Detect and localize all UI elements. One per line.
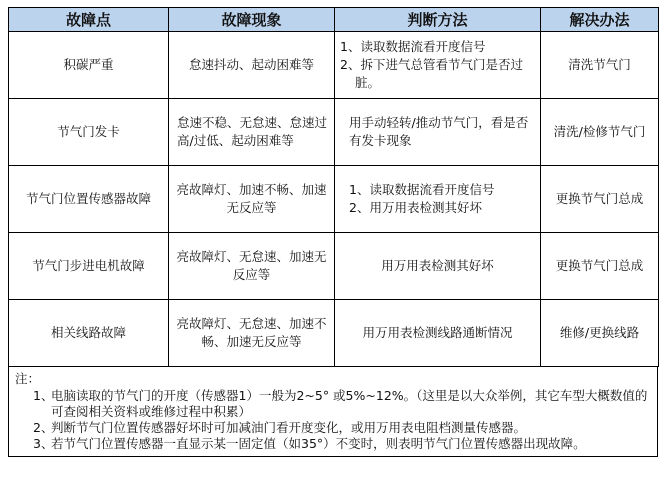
- table-header-row: [9, 8, 659, 32]
- notes-section: [8, 367, 658, 457]
- method-line: 2、拆下进气总管看节气门是否过脏。: [340, 57, 523, 90]
- note-item: [15, 420, 651, 436]
- header-solution: 解决办法: [541, 8, 659, 32]
- header-symptom: 故障现象: [169, 8, 335, 32]
- cell-method: [335, 32, 541, 99]
- cell-solution: 清洗节气门: [541, 32, 659, 99]
- cell-fault-point: 节气门步进电机故障: [9, 233, 169, 300]
- note-number: 1、: [33, 388, 54, 403]
- method-line: 1、读取数据流看开度信号: [349, 182, 495, 197]
- note-text: 若节气门位置传感器一直显示某一固定值（如35°）不变时，则表明节气门位置传感器出现故障。: [51, 436, 586, 451]
- note-text: 电脑读取的节气门的开度（传感器1）一般为2~5° 或5%~12%。（这里是以大众举例，其它车型大概数值的可查阅相关资料或维修过程中积累）: [51, 388, 648, 419]
- cell-solution: 更换节气门总成: [541, 166, 659, 233]
- note-item: [15, 436, 651, 452]
- cell-method: 用手动轻转/推动节气门，看是否有发卡现象: [335, 99, 541, 166]
- cell-fault-point: 节气门位置传感器故障: [9, 166, 169, 233]
- cell-solution: 清洗/检修节气门: [541, 99, 659, 166]
- fault-table-container: [8, 7, 658, 457]
- cell-symptom: 怠速抖动、起动困难等: [169, 32, 335, 99]
- cell-fault-point: 节气门发卡: [9, 99, 169, 166]
- fault-table: [8, 7, 659, 367]
- table-row: [9, 300, 659, 367]
- cell-symptom: 亮故障灯、加速不畅、加速无反应等: [169, 166, 335, 233]
- note-item: [15, 388, 651, 420]
- cell-fault-point: 相关线路故障: [9, 300, 169, 367]
- cell-method: [335, 166, 541, 233]
- cell-symptom: 亮故障灯、无怠速、加速不畅、加速无反应等: [169, 300, 335, 367]
- header-fault-point: 故障点: [9, 8, 169, 32]
- note-number: 3、: [33, 436, 54, 451]
- cell-symptom: 亮故障灯、无怠速、加速无反应等: [169, 233, 335, 300]
- notes-title: 注：: [15, 371, 41, 386]
- cell-method: 用万用表检测线路通断情况: [335, 300, 541, 367]
- note-text: 判断节气门位置传感器好坏时可加减油门看开度变化，或用万用表电阻档测量传感器。: [51, 420, 527, 435]
- cell-method: 用万用表检测其好坏: [335, 233, 541, 300]
- note-number: 2、: [33, 420, 54, 435]
- table-row: [9, 99, 659, 166]
- header-method: 判断方法: [335, 8, 541, 32]
- table-row: [9, 32, 659, 99]
- cell-fault-point: 积碳严重: [9, 32, 169, 99]
- method-line: 1、读取数据流看开度信号: [340, 39, 486, 54]
- method-line: 2、用万用表检测其好坏: [349, 200, 482, 215]
- cell-solution: 维修/更换线路: [541, 300, 659, 367]
- notes-list: [15, 388, 651, 452]
- cell-solution: 更换节气门总成: [541, 233, 659, 300]
- cell-symptom: 怠速不稳、无怠速、怠速过高/过低、起动困难等: [169, 99, 335, 166]
- table-row: [9, 166, 659, 233]
- table-row: [9, 233, 659, 300]
